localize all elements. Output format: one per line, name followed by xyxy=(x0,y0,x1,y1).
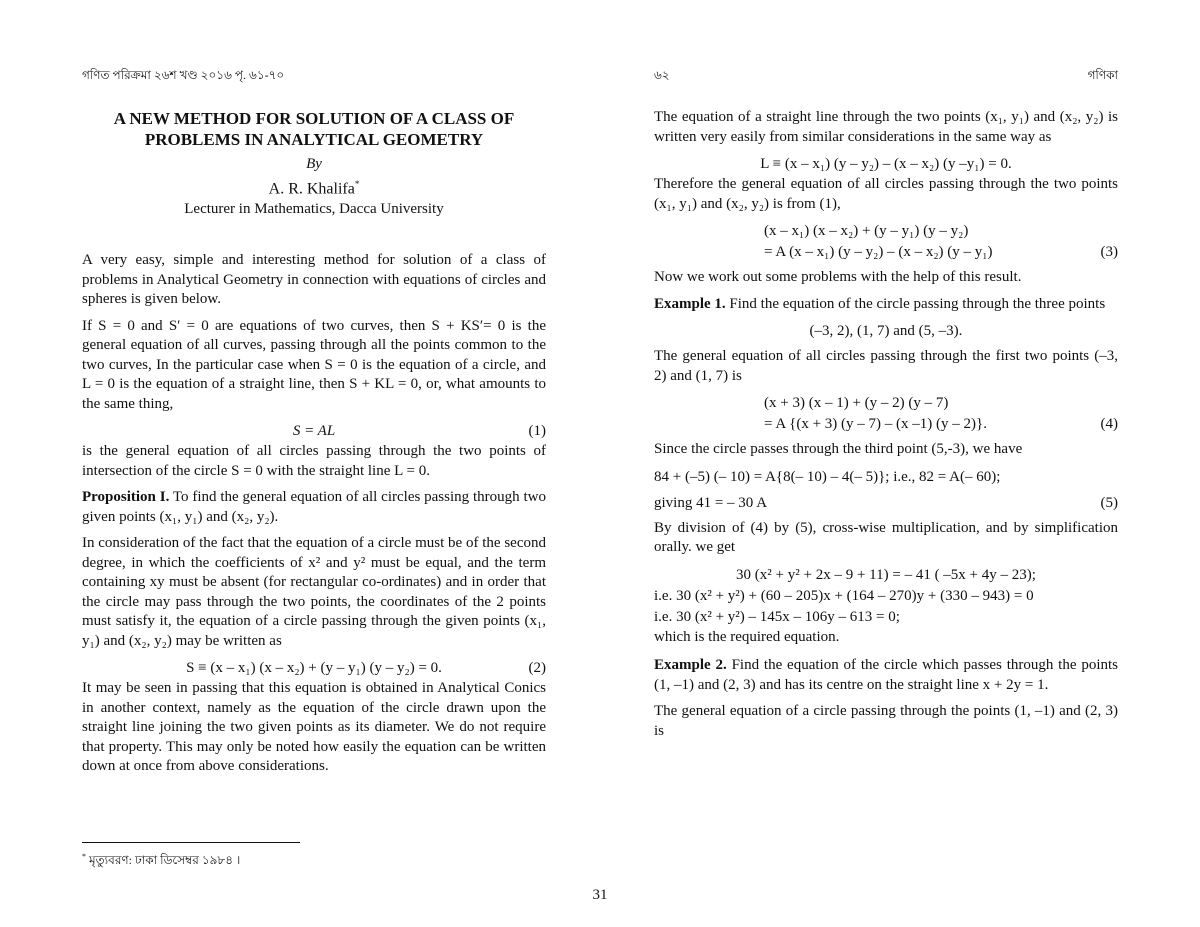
right-column xyxy=(654,108,1118,748)
example-1 xyxy=(654,295,1118,315)
equation-a: 84 + (–5) (– 10) = A{8(– 10) – 4(– 5)}; i.e., 82 = A(– 60); xyxy=(654,468,1001,485)
curves-paragraph: If S = 0 and S′ = 0 are equations of two curves, then S + KS′= 0 is the general equation of all curves, passing through all the points common to the two curves, In the particular case when S = 0 is the equation of a circle, and L = 0 is the equation of a straight line, then S + KL = 0, or, what amounts to the same thing, xyxy=(82,317,546,412)
equation-3a-text: (x – x₁) (x – x₂) + (y – y₁) (y – y₂) xyxy=(764,223,969,239)
intro-paragraph: A very easy, simple and interesting method for solution of a class of problems in Analytical Geometry in connection with equations of circles and spheres is given below. xyxy=(82,252,546,308)
division-paragraph: By division of (4) by (5), cross-wise multiplication, and by simplification orally. we get xyxy=(654,519,1118,555)
third-point-paragraph: Since the circle passes through the third point (5,-3), we have xyxy=(654,441,1023,457)
by-label: By xyxy=(306,156,322,172)
footnote-rule xyxy=(82,842,300,843)
general-circle-paragraph: The general equation of a circle passing through the points (1, –1) and (2, 3) is xyxy=(654,703,1118,739)
equation-3-number: (3) xyxy=(1100,244,1118,260)
first-two-points-paragraph: The general equation of all circles passing through the first two points (–3, 2) and (1, 7) is xyxy=(654,348,1118,384)
right-running-title: গণিকা xyxy=(1087,68,1118,82)
equation-4-number: (4) xyxy=(1100,416,1118,432)
equation-L-text: L ≡ (x – x₁) (y – y₂) – (x – x₂) (y –y₁) = 0. xyxy=(760,156,1012,172)
example-1-points: (–3, 2), (1, 7) and (5, –3). xyxy=(809,323,963,339)
left-column xyxy=(82,108,546,784)
author-name xyxy=(82,174,546,199)
equation-1-number: (1) xyxy=(528,423,546,440)
equation-4-line-1 xyxy=(654,393,1118,414)
equation-2 xyxy=(82,658,546,679)
proposition-label: Proposition I. xyxy=(82,489,170,506)
footnote xyxy=(82,852,240,872)
equation-5 xyxy=(654,493,1118,514)
author-footnote-mark: * xyxy=(354,179,360,189)
footnote-mark: * xyxy=(82,852,86,861)
right-page-number-header: ৬২ xyxy=(654,68,670,82)
passing-paragraph: It may be seen in passing that this equation is obtained in Analytical Conics in another context, namely as the equation of the circle drawn upon the straight line joining the two given points as its diameter. We do not require that property. This may only be noted how easily the equation can be written down at once from above considerations. xyxy=(82,680,546,775)
equation-d: i.e. 30 (x² + y²) – 145x – 106y – 613 = 0; xyxy=(654,608,900,625)
circles-paragraph: is the general equation of all circles passing through the two points of intersection of the circle S = 0 with the straight line L = 0. xyxy=(82,443,546,479)
paper-title xyxy=(82,108,546,150)
required-equation-paragraph: which is the required equation. xyxy=(654,628,840,645)
equation-4-line-2 xyxy=(654,414,1118,435)
equation-4a-text: (x + 3) (x – 1) + (y – 2) (y – 7) xyxy=(764,395,949,411)
example-2-text: Find the equation of the circle which passes through the points (1, –1) and (2, 3) and has its centre on the straight line x + 2y = 1. xyxy=(654,657,1118,693)
equation-2-number: (2) xyxy=(528,660,546,677)
equation-4b-text: = A {(x + 3) (y – 7) – (x –1) (y – 2)}. xyxy=(764,416,987,432)
example-1-text: Find the equation of the circle passing through the three points xyxy=(725,295,1106,312)
journal-header: গণিত পরিক্রমা ২৬শ খণ্ড ২০১৬ পৃ. ৬১-৭০ xyxy=(82,68,285,82)
equation-3-line-2 xyxy=(654,242,1118,263)
general-equation-paragraph: Therefore the general equation of all circles passing through the two points (x₁, y₁) and (x₂, y₂) is from (1), xyxy=(654,176,1118,212)
example-2 xyxy=(654,656,1118,695)
equation-5-number: (5) xyxy=(1100,494,1118,511)
title-line-1: A NEW METHOD FOR SOLUTION OF A CLASS OF xyxy=(113,109,515,128)
example-1-label: Example 1. xyxy=(654,295,726,312)
equation-1-text: S = AL xyxy=(292,423,336,440)
page-number: 31 xyxy=(592,887,608,903)
equation-5-text: giving 41 = – 30 A xyxy=(654,494,768,511)
problems-paragraph: Now we work out some problems with the help of this result. xyxy=(654,269,1022,285)
equation-3-line-1 xyxy=(654,221,1118,242)
equation-1 xyxy=(82,421,546,442)
title-line-2: PROBLEMS IN ANALYTICAL GEOMETRY xyxy=(144,130,484,149)
footnote-text: মৃত্যুবরণ: ঢাকা ডিসেম্বর ১৯৮৪ । xyxy=(89,853,241,867)
example-2-label: Example 2. xyxy=(654,657,727,673)
equation-L xyxy=(654,154,1118,175)
equation-c: i.e. 30 (x² + y²) + (60 – 205)x + (164 – 270)y + (330 – 943) = 0 xyxy=(654,587,1034,604)
author-affiliation: Lecturer in Mathematics, Dacca University xyxy=(184,201,444,218)
proposition-1 xyxy=(82,488,546,527)
straight-line-paragraph: The equation of a straight line through the two points (x₁, y₁) and (x₂, y₂) is written very easily from similar considerations in the same way as xyxy=(654,109,1118,145)
consideration-paragraph: In consideration of the fact that the equation of a circle must be of the second degree, in which the coefficients of x² and y² must be equal, and the term containing xy must be absent (for rectangular co-ordinates) and in order that the circle may pass through the two points, the coordinates of the 2 points must satisfy it, the equation of a circle passing through the given points (x₁, y₁) and (x₂, y₂) may be written as xyxy=(82,535,546,649)
equation-2-text: S ≡ (x – x₁) (x – x₂) + (y – y₁) (y – y₂) = 0. xyxy=(186,660,442,677)
author-text: A. R. Khalifa xyxy=(268,180,355,198)
equation-3b-text: = A (x – x₁) (y – y₂) – (x – x₂) (y – y₁) xyxy=(764,244,993,260)
proposition-text: To find the general equation of all circles passing through two given points (x₁, y₁) and (x₂, y₂). xyxy=(82,489,546,525)
equation-b: 30 (x² + y² + 2x – 9 + 11) = – 41 ( –5x + 4y – 23); xyxy=(736,566,1036,583)
